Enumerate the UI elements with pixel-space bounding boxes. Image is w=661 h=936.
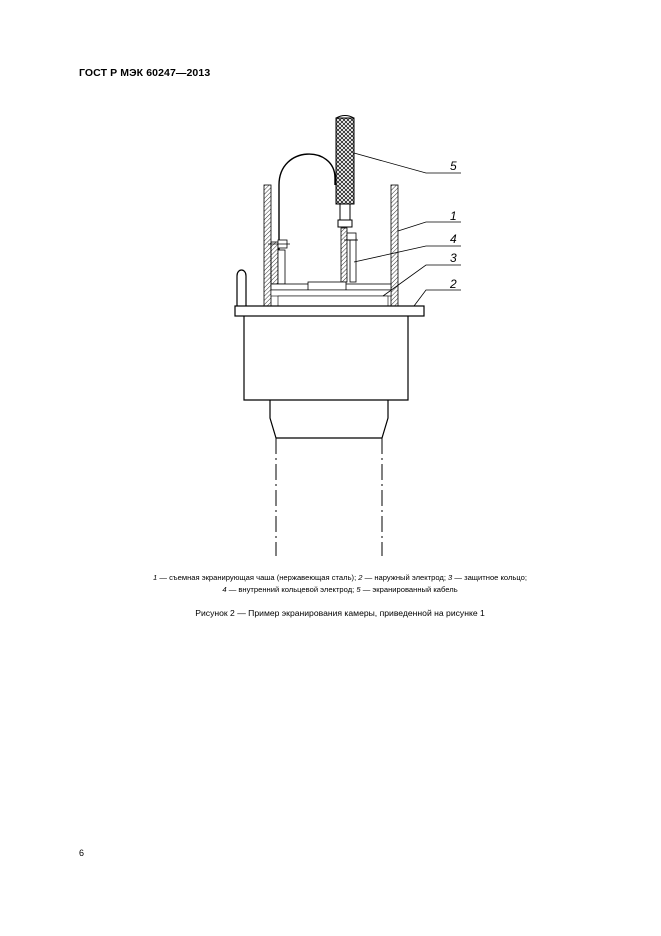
legend-text: — защитное кольцо; [452,573,527,582]
callout-4: 4 [450,232,457,246]
callout-2: 2 [450,277,457,291]
figure-legend-line-2 [60,584,620,596]
legend-text: — внутренний кольцевой электрод; [226,585,357,594]
legend-text: — экранированный кабель [360,585,458,594]
legend-text: — съемная экранирующая чаша (нержавеющая сталь); [157,573,359,582]
electrode-assembly [271,282,391,306]
callout-3: 3 [450,251,457,265]
legend-num: 1 [153,573,158,582]
legend-num: 2 [358,573,363,582]
leader-lines [354,153,461,306]
outer-electrode-plate [235,306,424,316]
continuation-lines [276,438,382,556]
callout-5: 5 [450,159,457,173]
shielded-cable [336,116,354,228]
legend-text: — наружный электрод; [362,573,449,582]
inner-connector [341,228,358,282]
figure-caption: Рисунок 2 — Пример экранирования камеры, приведенной на рисунке 1 [195,608,485,618]
page-number: 6 [79,848,85,858]
legend-num: 3 [448,573,453,582]
cell-body [244,316,408,438]
figure-legend-line-1 [60,572,620,584]
document-header: ГОСТ Р МЭК 60247—2013 [79,67,211,79]
legend-num: 4 [222,585,227,594]
left-clamp [268,240,290,284]
terminal-loop [237,270,246,306]
legend-num: 5 [356,585,361,594]
callout-1: 1 [450,209,457,223]
